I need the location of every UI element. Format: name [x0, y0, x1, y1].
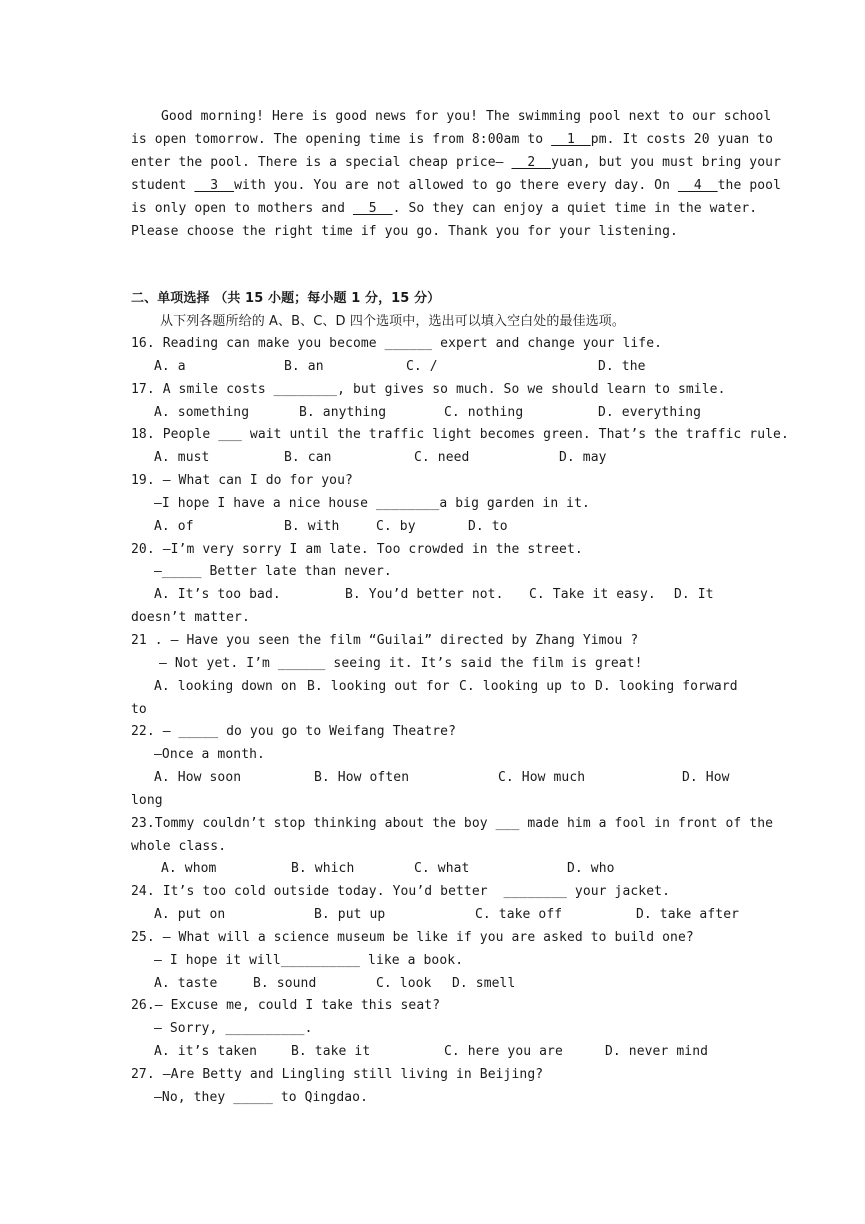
option-b: B. can [284, 450, 332, 466]
question-23-line2: whole class. [131, 838, 227, 854]
blank-4: 4 [677, 178, 718, 193]
question-20-options [131, 584, 741, 607]
question-27-line2: —No, they _____ to Qingdao. [154, 1089, 369, 1105]
question-24-options [131, 904, 741, 927]
option-b: B. You’d better not. [345, 587, 504, 603]
option-d: D. looking forward [595, 678, 738, 694]
option-c: C. what [414, 861, 470, 877]
question-18-options [131, 447, 741, 470]
option-d: D. How [682, 770, 730, 786]
blank-5: 5 [352, 201, 393, 216]
question-22-option-wrap: long [131, 792, 163, 808]
question-25-options [131, 973, 741, 996]
option-a: A. taste [154, 975, 218, 991]
question-24-stem: 24. It’s too cold outside today. You’d better ________ your jacket. [131, 884, 671, 900]
question-21-stem: 21 . — Have you seen the film “Guilai” directed by Zhang Yimou ? [131, 632, 639, 648]
option-d: D. never mind [605, 1044, 709, 1060]
question-27-stem: 27. —Are Betty and Lingling still living in Beijing? [131, 1067, 544, 1082]
question-21-options [131, 676, 741, 699]
question-18-stem: 18. People ___ wait until the traffic light becomes green. That’s the traffic rule. [131, 427, 789, 443]
question-22-options [131, 767, 741, 790]
question-16-options [131, 356, 741, 379]
option-d: D. everything [598, 404, 702, 420]
option-a: A. looking down on [154, 678, 297, 694]
section-instruction: 从下列各题所给的 A、B、C、D 四个选项中，选出可以填入空白处的最佳选项。 [160, 314, 625, 329]
option-b: B. sound [253, 975, 317, 991]
passage-line: student 3 with you. You are not allowed to go there every day. On 4 the pool [131, 178, 782, 193]
option-a: A. it’s taken [154, 1044, 258, 1060]
option-c: C. How much [498, 770, 586, 786]
option-c: C. looking up to [459, 678, 586, 694]
blank-2: 2 [511, 155, 552, 170]
question-16-stem: 16. Reading can make you become ______ expert and change your life. [131, 336, 663, 351]
question-list [131, 333, 789, 1110]
option-c: C. nothing [444, 404, 524, 420]
question-23-stem: 23.Tommy couldn’t stop thinking about the boy ___ made him a fool in front of the [131, 815, 774, 831]
listening-passage [131, 105, 782, 243]
option-b: B. an [284, 358, 324, 374]
question-19-options [131, 516, 741, 539]
option-a: A. put on [154, 907, 226, 923]
option-a: A. something [154, 404, 250, 420]
blank-3: 3 [194, 178, 235, 193]
question-19-stem: 19. — What can I do for you? [131, 473, 353, 489]
question-21-line2: — Not yet. I’m ______ seeing it. It’s said the film is great! [159, 655, 643, 671]
option-b: B. put up [314, 907, 386, 923]
question-26-stem: 26.— Excuse me, could I take this seat? [131, 998, 441, 1014]
option-d: D. may [559, 450, 607, 466]
question-22-line2: —Once a month. [154, 747, 265, 763]
option-c: C. Take it easy. [529, 587, 656, 603]
question-17-options [131, 402, 741, 425]
option-a: A. must [154, 450, 210, 466]
option-c: C. look [376, 975, 432, 991]
option-c: C. by [376, 518, 416, 534]
option-d: D. the [598, 358, 646, 374]
question-20-stem: 20. —I’m very sorry I am late. Too crowded in the street. [131, 541, 583, 557]
option-b: B. which [291, 861, 355, 877]
option-b: B. anything [299, 404, 387, 420]
option-d: D. who [567, 861, 615, 877]
question-20-line2: —_____ Better late than never. [154, 564, 392, 580]
option-d: D. take after [636, 907, 740, 923]
option-d: D. It [674, 587, 714, 603]
option-c: C. need [414, 450, 470, 466]
option-a: A. of [154, 518, 194, 534]
option-d: D. smell [452, 975, 516, 991]
question-17-stem: 17. A smile costs ________, but gives so much. So we should learn to smile. [131, 381, 726, 397]
option-a: A. whom [161, 861, 217, 877]
option-a: A. It’s too bad. [154, 587, 281, 603]
passage-line: Please choose the right time if you go. Thank you for your listening. [131, 224, 678, 239]
passage-line: is open tomorrow. The opening time is from 8:00am to 1 pm. It costs 20 yuan to [131, 132, 774, 147]
question-26-options [131, 1041, 741, 1064]
question-22-stem: 22. — _____ do you go to Weifang Theatre? [131, 724, 456, 740]
option-c: C. take off [475, 907, 563, 923]
option-c: C. here you are [444, 1044, 563, 1060]
passage-line: Good morning! Here is good news for you! The swimming pool next to our school [161, 109, 772, 124]
question-21-option-wrap: to [131, 701, 147, 717]
passage-line: enter the pool. There is a special cheap price— 2 yuan, but you must bring your [131, 155, 781, 170]
option-b: B. with [284, 518, 340, 534]
option-a: A. How soon [154, 770, 242, 786]
section-title: 二、单项选择 （共 15 小题；每小题 1 分，15 分） [131, 291, 441, 306]
option-b: B. looking out for [307, 678, 450, 694]
question-26-line2: — Sorry, __________. [154, 1021, 313, 1037]
passage-line: is only open to mothers and 5 . So they can enjoy a quiet time in the water. [131, 201, 758, 216]
question-20-option-wrap: doesn’t matter. [131, 610, 250, 626]
blank-1: 1 [551, 132, 591, 147]
option-a: A. a [154, 358, 186, 374]
option-d: D. to [468, 518, 508, 534]
question-23-options [131, 858, 741, 881]
option-b: B. take it [291, 1044, 371, 1060]
option-c: C. / [406, 358, 438, 374]
question-19-line2: —I hope I have a nice house ________a big garden in it. [154, 495, 590, 511]
question-25-stem: 25. — What will a science museum be like if you are asked to build one? [131, 929, 694, 945]
option-b: B. How often [314, 770, 410, 786]
question-25-line2: — I hope it will__________ like a book. [154, 952, 464, 968]
